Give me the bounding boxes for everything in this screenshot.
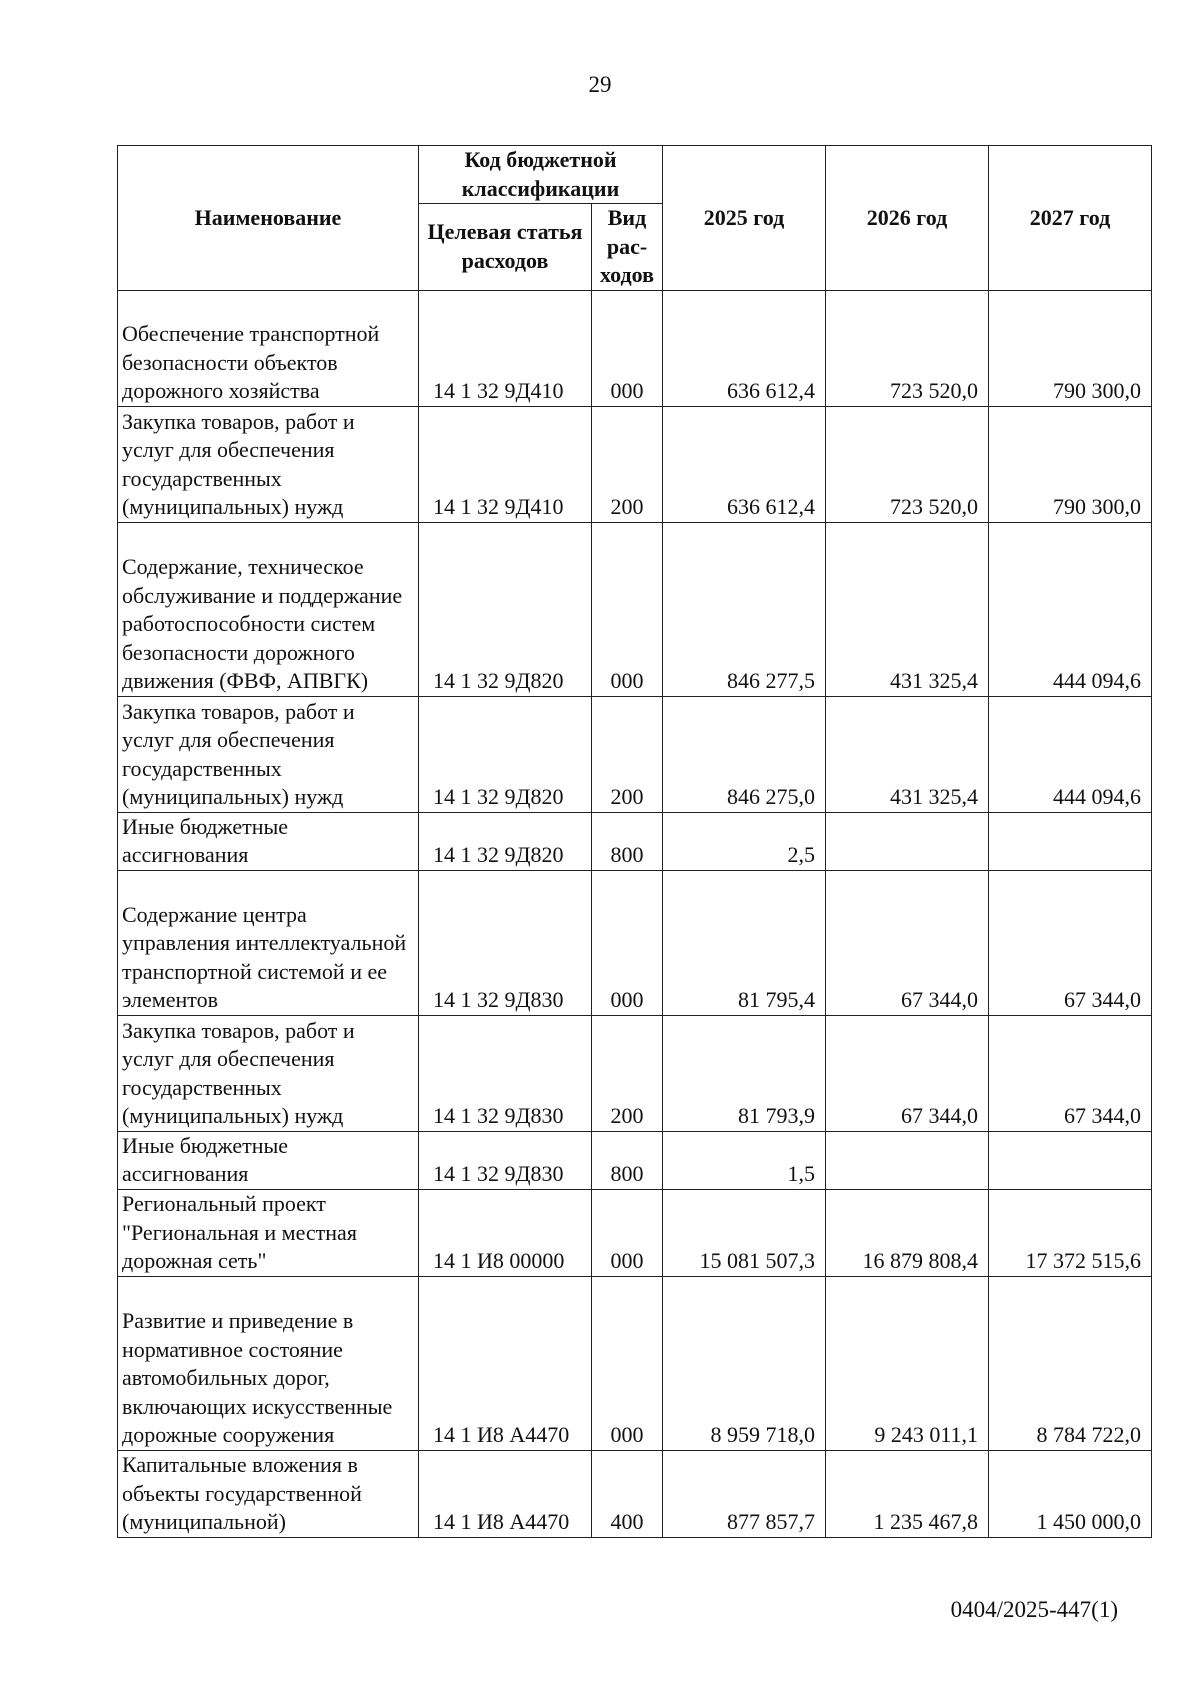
page-number: 29: [588, 72, 612, 97]
cell-name: Капитальные вложения в объекты государственной (муниципальной): [118, 1450, 419, 1537]
cell-2026: [826, 1131, 989, 1189]
table-row: [118, 522, 1152, 696]
cell-expense-kind: 800: [592, 812, 663, 870]
table-row: [118, 406, 1152, 522]
cell-2027: 8 784 722,0: [989, 1276, 1152, 1450]
cell-expense-kind: 200: [592, 406, 663, 522]
cell-code: 14 1 32 9Д830: [419, 870, 592, 1015]
budget-table: [117, 145, 1152, 1538]
table-row: [118, 1450, 1152, 1537]
cell-name: Развитие и приведение в нормативное состояние автомобильных дорог, включающих искусственные дорожные сооружения: [118, 1276, 419, 1450]
header-2026: 2026 год: [826, 146, 989, 291]
cell-2026: 723 520,0: [826, 290, 989, 406]
table-row: [118, 1189, 1152, 1276]
table-body: [118, 290, 1152, 1537]
cell-2027: 17 372 515,6: [989, 1189, 1152, 1276]
cell-2025: 81 793,9: [663, 1015, 826, 1131]
cell-2027: 67 344,0: [989, 870, 1152, 1015]
cell-code: 14 1 32 9Д410: [419, 290, 592, 406]
table-row: [118, 1276, 1152, 1450]
cell-code: 14 1 32 9Д830: [419, 1015, 592, 1131]
cell-code: 14 1 32 9Д820: [419, 522, 592, 696]
cell-2026: 1 235 467,8: [826, 1450, 989, 1537]
cell-2026: [826, 812, 989, 870]
cell-2025: 846 277,5: [663, 522, 826, 696]
cell-2025: 1,5: [663, 1131, 826, 1189]
cell-name: Содержание, техническое обслуживание и поддержание работоспособности систем безопасности дорожного движения (ФВФ, АПВГК): [118, 522, 419, 696]
header-target-article: Целевая статья расходов: [419, 204, 592, 291]
header-2027: 2027 год: [989, 146, 1152, 291]
document-code: 0404/2025-447(1): [950, 1597, 1118, 1622]
table-row: [118, 1131, 1152, 1189]
cell-expense-kind: 800: [592, 1131, 663, 1189]
cell-code: 14 1 И8 00000: [419, 1189, 592, 1276]
cell-name: Иные бюджетные ассигнования: [118, 1131, 419, 1189]
cell-expense-kind: 200: [592, 696, 663, 812]
cell-2025: 846 275,0: [663, 696, 826, 812]
cell-name: Содержание центра управления интеллектуальной транспортной системой и ее элементов: [118, 870, 419, 1015]
cell-name: Региональный проект "Региональная и местная дорожная сеть": [118, 1189, 419, 1276]
cell-2025: 15 081 507,3: [663, 1189, 826, 1276]
cell-2026: 723 520,0: [826, 406, 989, 522]
cell-2026: 16 879 808,4: [826, 1189, 989, 1276]
cell-expense-kind: 000: [592, 290, 663, 406]
cell-code: 14 1 32 9Д830: [419, 1131, 592, 1189]
table-row: [118, 1015, 1152, 1131]
cell-2027: 1 450 000,0: [989, 1450, 1152, 1537]
table-row: [118, 870, 1152, 1015]
table-row: [118, 290, 1152, 406]
cell-2027: 444 094,6: [989, 696, 1152, 812]
cell-expense-kind: 000: [592, 870, 663, 1015]
cell-2025: 81 795,4: [663, 870, 826, 1015]
cell-name: Иные бюджетные ассигнования: [118, 812, 419, 870]
cell-2026: 67 344,0: [826, 870, 989, 1015]
cell-2026: 9 243 011,1: [826, 1276, 989, 1450]
cell-code: 14 1 32 9Д820: [419, 696, 592, 812]
cell-expense-kind: 000: [592, 1189, 663, 1276]
cell-code: 14 1 32 9Д820: [419, 812, 592, 870]
cell-expense-kind: 200: [592, 1015, 663, 1131]
cell-2027: 790 300,0: [989, 406, 1152, 522]
cell-2027: [989, 1131, 1152, 1189]
cell-name: Закупка товаров, работ и услуг для обеспечения государственных (муниципальных) нужд: [118, 406, 419, 522]
cell-expense-kind: 000: [592, 1276, 663, 1450]
cell-name: Закупка товаров, работ и услуг для обеспечения государственных (муниципальных) нужд: [118, 696, 419, 812]
table-header: [118, 146, 1152, 291]
cell-name: Закупка товаров, работ и услуг для обеспечения государственных (муниципальных) нужд: [118, 1015, 419, 1131]
cell-code: 14 1 И8 А4470: [419, 1276, 592, 1450]
cell-2027: 444 094,6: [989, 522, 1152, 696]
cell-expense-kind: 000: [592, 522, 663, 696]
cell-name: Обеспечение транспортной безопасности объектов дорожного хозяйства: [118, 290, 419, 406]
cell-2025: 2,5: [663, 812, 826, 870]
cell-2027: 67 344,0: [989, 1015, 1152, 1131]
cell-2025: 877 857,7: [663, 1450, 826, 1537]
header-2025: 2025 год: [663, 146, 826, 291]
cell-2026: 67 344,0: [826, 1015, 989, 1131]
cell-2025: 8 959 718,0: [663, 1276, 826, 1450]
cell-2027: 790 300,0: [989, 290, 1152, 406]
table-row: [118, 812, 1152, 870]
cell-2026: 431 325,4: [826, 522, 989, 696]
cell-expense-kind: 400: [592, 1450, 663, 1537]
cell-2026: 431 325,4: [826, 696, 989, 812]
header-expense-kind: Вид рас-ходов: [592, 204, 663, 291]
cell-2025: 636 612,4: [663, 406, 826, 522]
cell-code: 14 1 32 9Д410: [419, 406, 592, 522]
cell-2027: [989, 812, 1152, 870]
header-code-group: Код бюджетной классификации: [419, 146, 663, 204]
cell-2025: 636 612,4: [663, 290, 826, 406]
header-name: Наименование: [118, 146, 419, 291]
cell-code: 14 1 И8 А4470: [419, 1450, 592, 1537]
table-row: [118, 696, 1152, 812]
